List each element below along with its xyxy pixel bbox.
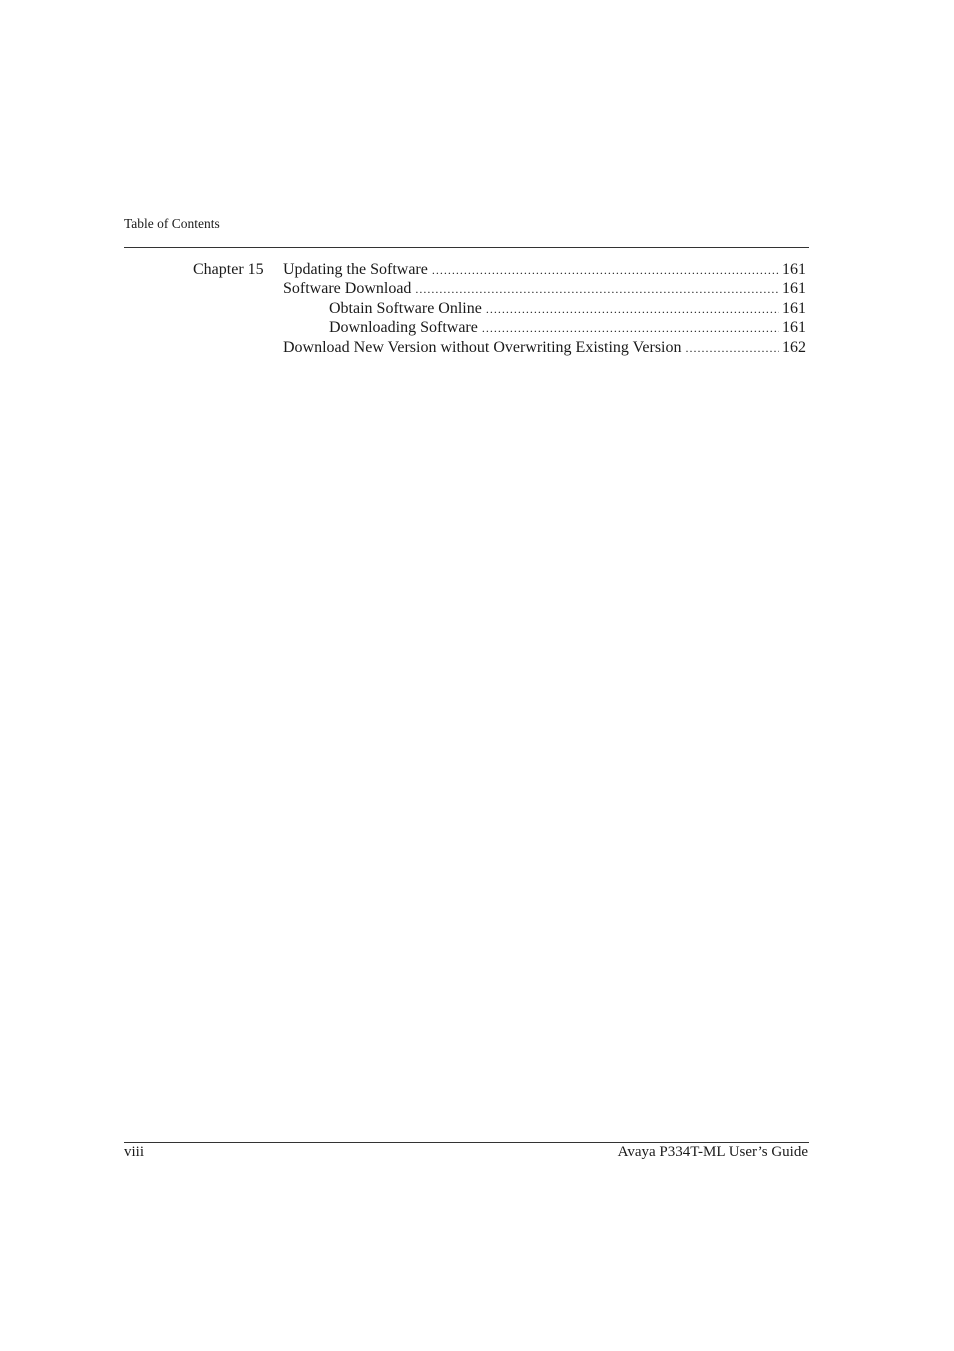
toc-entry-title: Obtain Software Online: [329, 300, 482, 317]
toc-entry-page: 161: [782, 280, 806, 297]
header-rule: [124, 247, 809, 248]
toc-entry-page: 161: [782, 319, 806, 336]
dot-leader: [482, 318, 779, 338]
toc-entry[interactable]: [283, 279, 806, 299]
dot-leader: [415, 279, 779, 299]
footer-page-number: viii: [124, 1144, 145, 1160]
toc-entry[interactable]: [283, 338, 806, 358]
toc-entry-title: Software Download: [283, 280, 412, 297]
dot-leader: [486, 299, 779, 319]
toc-entry[interactable]: [329, 299, 806, 319]
toc-entry-title: Updating the Software: [283, 261, 428, 278]
footer-rule: [124, 1142, 809, 1143]
toc-entry[interactable]: [283, 260, 806, 280]
toc-entry-page: 161: [782, 300, 806, 317]
dot-leader: [432, 260, 779, 280]
toc-entry-title: Download New Version without Overwriting Existing Version: [283, 339, 682, 356]
toc-entry-title: Downloading Software: [329, 319, 478, 336]
footer-book-title: Avaya P334T-ML User’s Guide: [617, 1144, 808, 1160]
dot-leader: [685, 338, 779, 358]
running-head: Table of Contents: [124, 216, 220, 231]
toc-entry-page: 161: [782, 261, 806, 278]
toc-entry[interactable]: [329, 318, 806, 338]
chapter-label: Chapter 15: [193, 261, 264, 278]
toc-entry-page: 162: [782, 339, 806, 356]
